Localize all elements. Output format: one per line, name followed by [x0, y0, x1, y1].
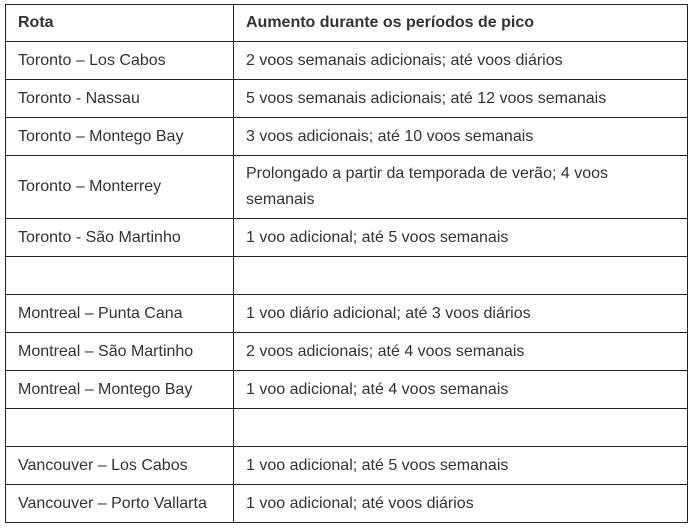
table-header: [6, 5, 688, 42]
increase-cell: 2 voos semanais adicionais; até voos diários: [234, 42, 688, 80]
route-cell: Vancouver – Porto Vallarta: [6, 485, 234, 523]
table-row: [6, 118, 688, 156]
increase-cell: 2 voos adicionais; até 4 voos semanais: [234, 333, 688, 371]
column-header-route: Rota: [6, 5, 234, 42]
route-cell: Montreal – Punta Cana: [6, 295, 234, 333]
increase-cell: 5 voos semanais adicionais; até 12 voos semanais: [234, 80, 688, 118]
table-header-row: [6, 5, 688, 42]
column-header-increase: Aumento durante os períodos de pico: [234, 5, 688, 42]
route-cell: Toronto – Montego Bay: [6, 118, 234, 156]
increase-cell: [234, 257, 688, 295]
route-cell: Toronto - São Martinho: [6, 219, 234, 257]
increase-cell: 1 voo adicional; até 5 voos semanais: [234, 447, 688, 485]
table-spacer-row: [6, 257, 688, 295]
increase-cell: [234, 409, 688, 447]
table-row: [6, 295, 688, 333]
increase-cell: 1 voo adicional; até voos diários: [234, 485, 688, 523]
increase-cell: 1 voo adicional; até 4 voos semanais: [234, 371, 688, 409]
route-cell: Toronto – Los Cabos: [6, 42, 234, 80]
table-row: [6, 371, 688, 409]
table-spacer-row: [6, 409, 688, 447]
route-cell: Toronto - Nassau: [6, 80, 234, 118]
table-row: [6, 219, 688, 257]
route-cell: Montreal – São Martinho: [6, 333, 234, 371]
route-cell: Toronto – Monterrey: [6, 156, 234, 219]
table-row: [6, 447, 688, 485]
table-body: [6, 42, 688, 523]
increase-cell: 1 voo adicional; até 5 voos semanais: [234, 219, 688, 257]
increase-cell: 3 voos adicionais; até 10 voos semanais: [234, 118, 688, 156]
increase-cell: Prolongado a partir da temporada de verão; 4 voos semanais: [234, 156, 688, 219]
table-row: [6, 485, 688, 523]
route-cell: [6, 409, 234, 447]
table-row: [6, 42, 688, 80]
table-row: [6, 333, 688, 371]
increase-cell: 1 voo diário adicional; até 3 voos diários: [234, 295, 688, 333]
table-row: [6, 156, 688, 219]
table-row: [6, 80, 688, 118]
route-cell: Montreal – Montego Bay: [6, 371, 234, 409]
route-cell: Vancouver – Los Cabos: [6, 447, 234, 485]
route-cell: [6, 257, 234, 295]
flight-routes-table: [5, 4, 688, 523]
